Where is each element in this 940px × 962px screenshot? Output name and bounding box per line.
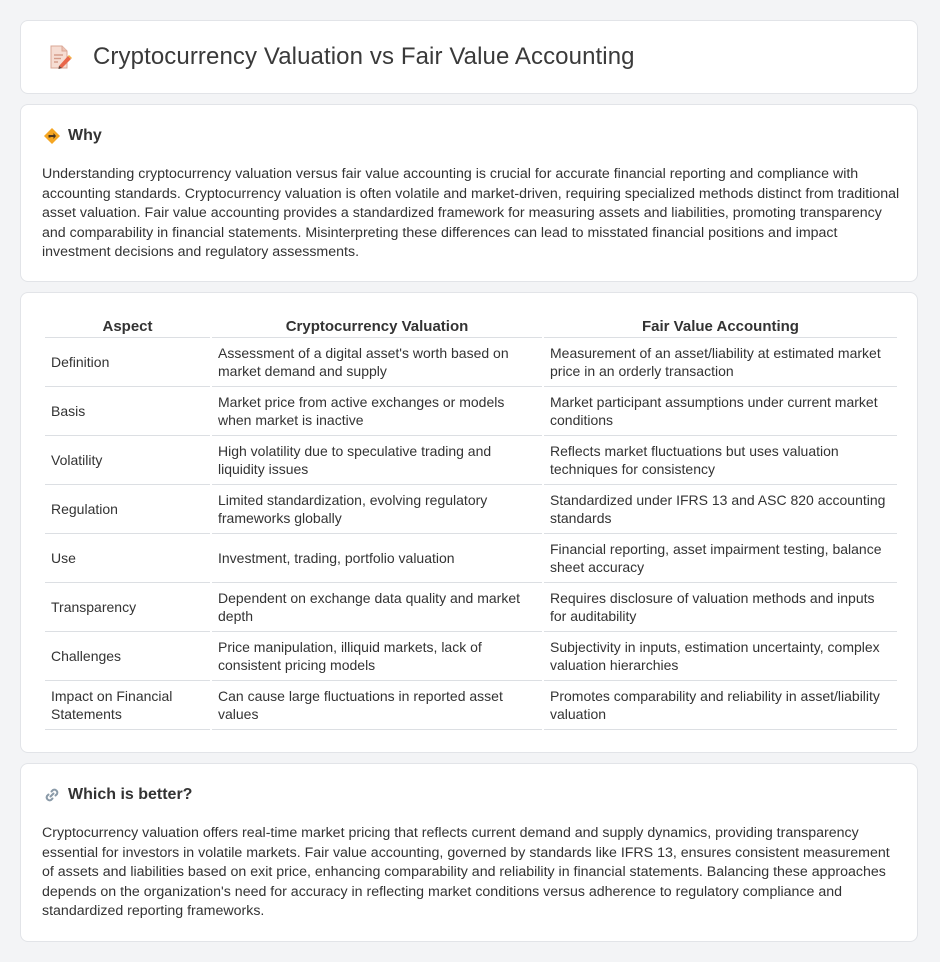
table-row: [45, 583, 897, 632]
table-row: [45, 387, 897, 436]
link-icon: [43, 786, 61, 804]
cell-aspect: Volatility: [45, 436, 210, 485]
table-row: [45, 681, 897, 730]
document-pencil-icon: [45, 43, 73, 71]
column-header-fair-value: Fair Value Accounting: [544, 316, 897, 338]
better-title: Which is better?: [68, 786, 193, 803]
cell-fair-value: Requires disclosure of valuation methods and inputs for auditability: [544, 583, 897, 632]
cell-aspect: Definition: [45, 338, 210, 387]
better-text: Cryptocurrency valuation offers real-time market pricing that reflects current demand and supply dynamics, providing transparency essential for investors in volatile markets. Fair value accounting, governed by standards like IFRS 13, ensures consistent measurement of assets and liabilities based on exit price, enhancing comparability and reliability in financial statements. Balancing these approaches depends on the organization's need for accuracy in reflecting market conditions versus adherence to regulatory compliance and standardized reporting frameworks.: [42, 825, 890, 920]
cell-fair-value: Reflects market fluctuations but uses valuation techniques for consistency: [544, 436, 897, 485]
table-row: [45, 534, 897, 583]
cell-aspect: Challenges: [45, 632, 210, 681]
column-header-aspect: Aspect: [45, 316, 210, 338]
title-row: [45, 43, 635, 71]
comparison-table: [43, 316, 899, 730]
cell-crypto: Can cause large fluctuations in reported asset values: [212, 681, 542, 730]
diamond-arrow-icon: [43, 127, 61, 145]
cell-aspect: Impact on Financial Statements: [45, 681, 210, 730]
cell-crypto: Market price from active exchanges or models when market is inactive: [212, 387, 542, 436]
table-header-row: [45, 316, 897, 338]
cell-crypto: Investment, trading, portfolio valuation: [212, 534, 542, 583]
why-heading: [43, 127, 102, 145]
table-row: [45, 485, 897, 534]
better-card: [20, 763, 918, 942]
cell-fair-value: Market participant assumptions under current market conditions: [544, 387, 897, 436]
cell-aspect: Use: [45, 534, 210, 583]
cell-fair-value: Subjectivity in inputs, estimation uncertainty, complex valuation hierarchies: [544, 632, 897, 681]
cell-aspect: Transparency: [45, 583, 210, 632]
cell-crypto: Limited standardization, evolving regulatory frameworks globally: [212, 485, 542, 534]
cell-fair-value: Promotes comparability and reliability in asset/liability valuation: [544, 681, 897, 730]
cell-fair-value: Measurement of an asset/liability at estimated market price in an orderly transaction: [544, 338, 897, 387]
page-title: Cryptocurrency Valuation vs Fair Value Accounting: [93, 43, 635, 70]
cell-fair-value: Financial reporting, asset impairment testing, balance sheet accuracy: [544, 534, 897, 583]
column-header-crypto: Cryptocurrency Valuation: [212, 316, 542, 338]
cell-crypto: Dependent on exchange data quality and market depth: [212, 583, 542, 632]
why-title: Why: [68, 127, 102, 144]
table-row: [45, 632, 897, 681]
better-heading: [43, 786, 192, 804]
cell-aspect: Regulation: [45, 485, 210, 534]
title-card: [20, 20, 918, 94]
cell-aspect: Basis: [45, 387, 210, 436]
table-row: [45, 338, 897, 387]
table-row: [45, 436, 897, 485]
cell-crypto: High volatility due to speculative trading and liquidity issues: [212, 436, 542, 485]
cell-fair-value: Standardized under IFRS 13 and ASC 820 accounting standards: [544, 485, 897, 534]
cell-crypto: Assessment of a digital asset's worth based on market demand and supply: [212, 338, 542, 387]
cell-crypto: Price manipulation, illiquid markets, lack of consistent pricing models: [212, 632, 542, 681]
why-text: Understanding cryptocurrency valuation versus fair value accounting is crucial for accurate financial reporting and compliance with accounting standards. Cryptocurrency valuation is often volatile and market-driven, requiring specialized methods distinct from traditional asset valuation. Fair value accounting provides a standardized framework for measuring assets and liabilities, promoting transparency and comparability in financial statements. Misinterpreting these differences can lead to misstated financial positions and impact investment decisions and regulatory assessments.: [42, 166, 900, 261]
comparison-card: [20, 292, 918, 753]
why-card: [20, 104, 918, 282]
